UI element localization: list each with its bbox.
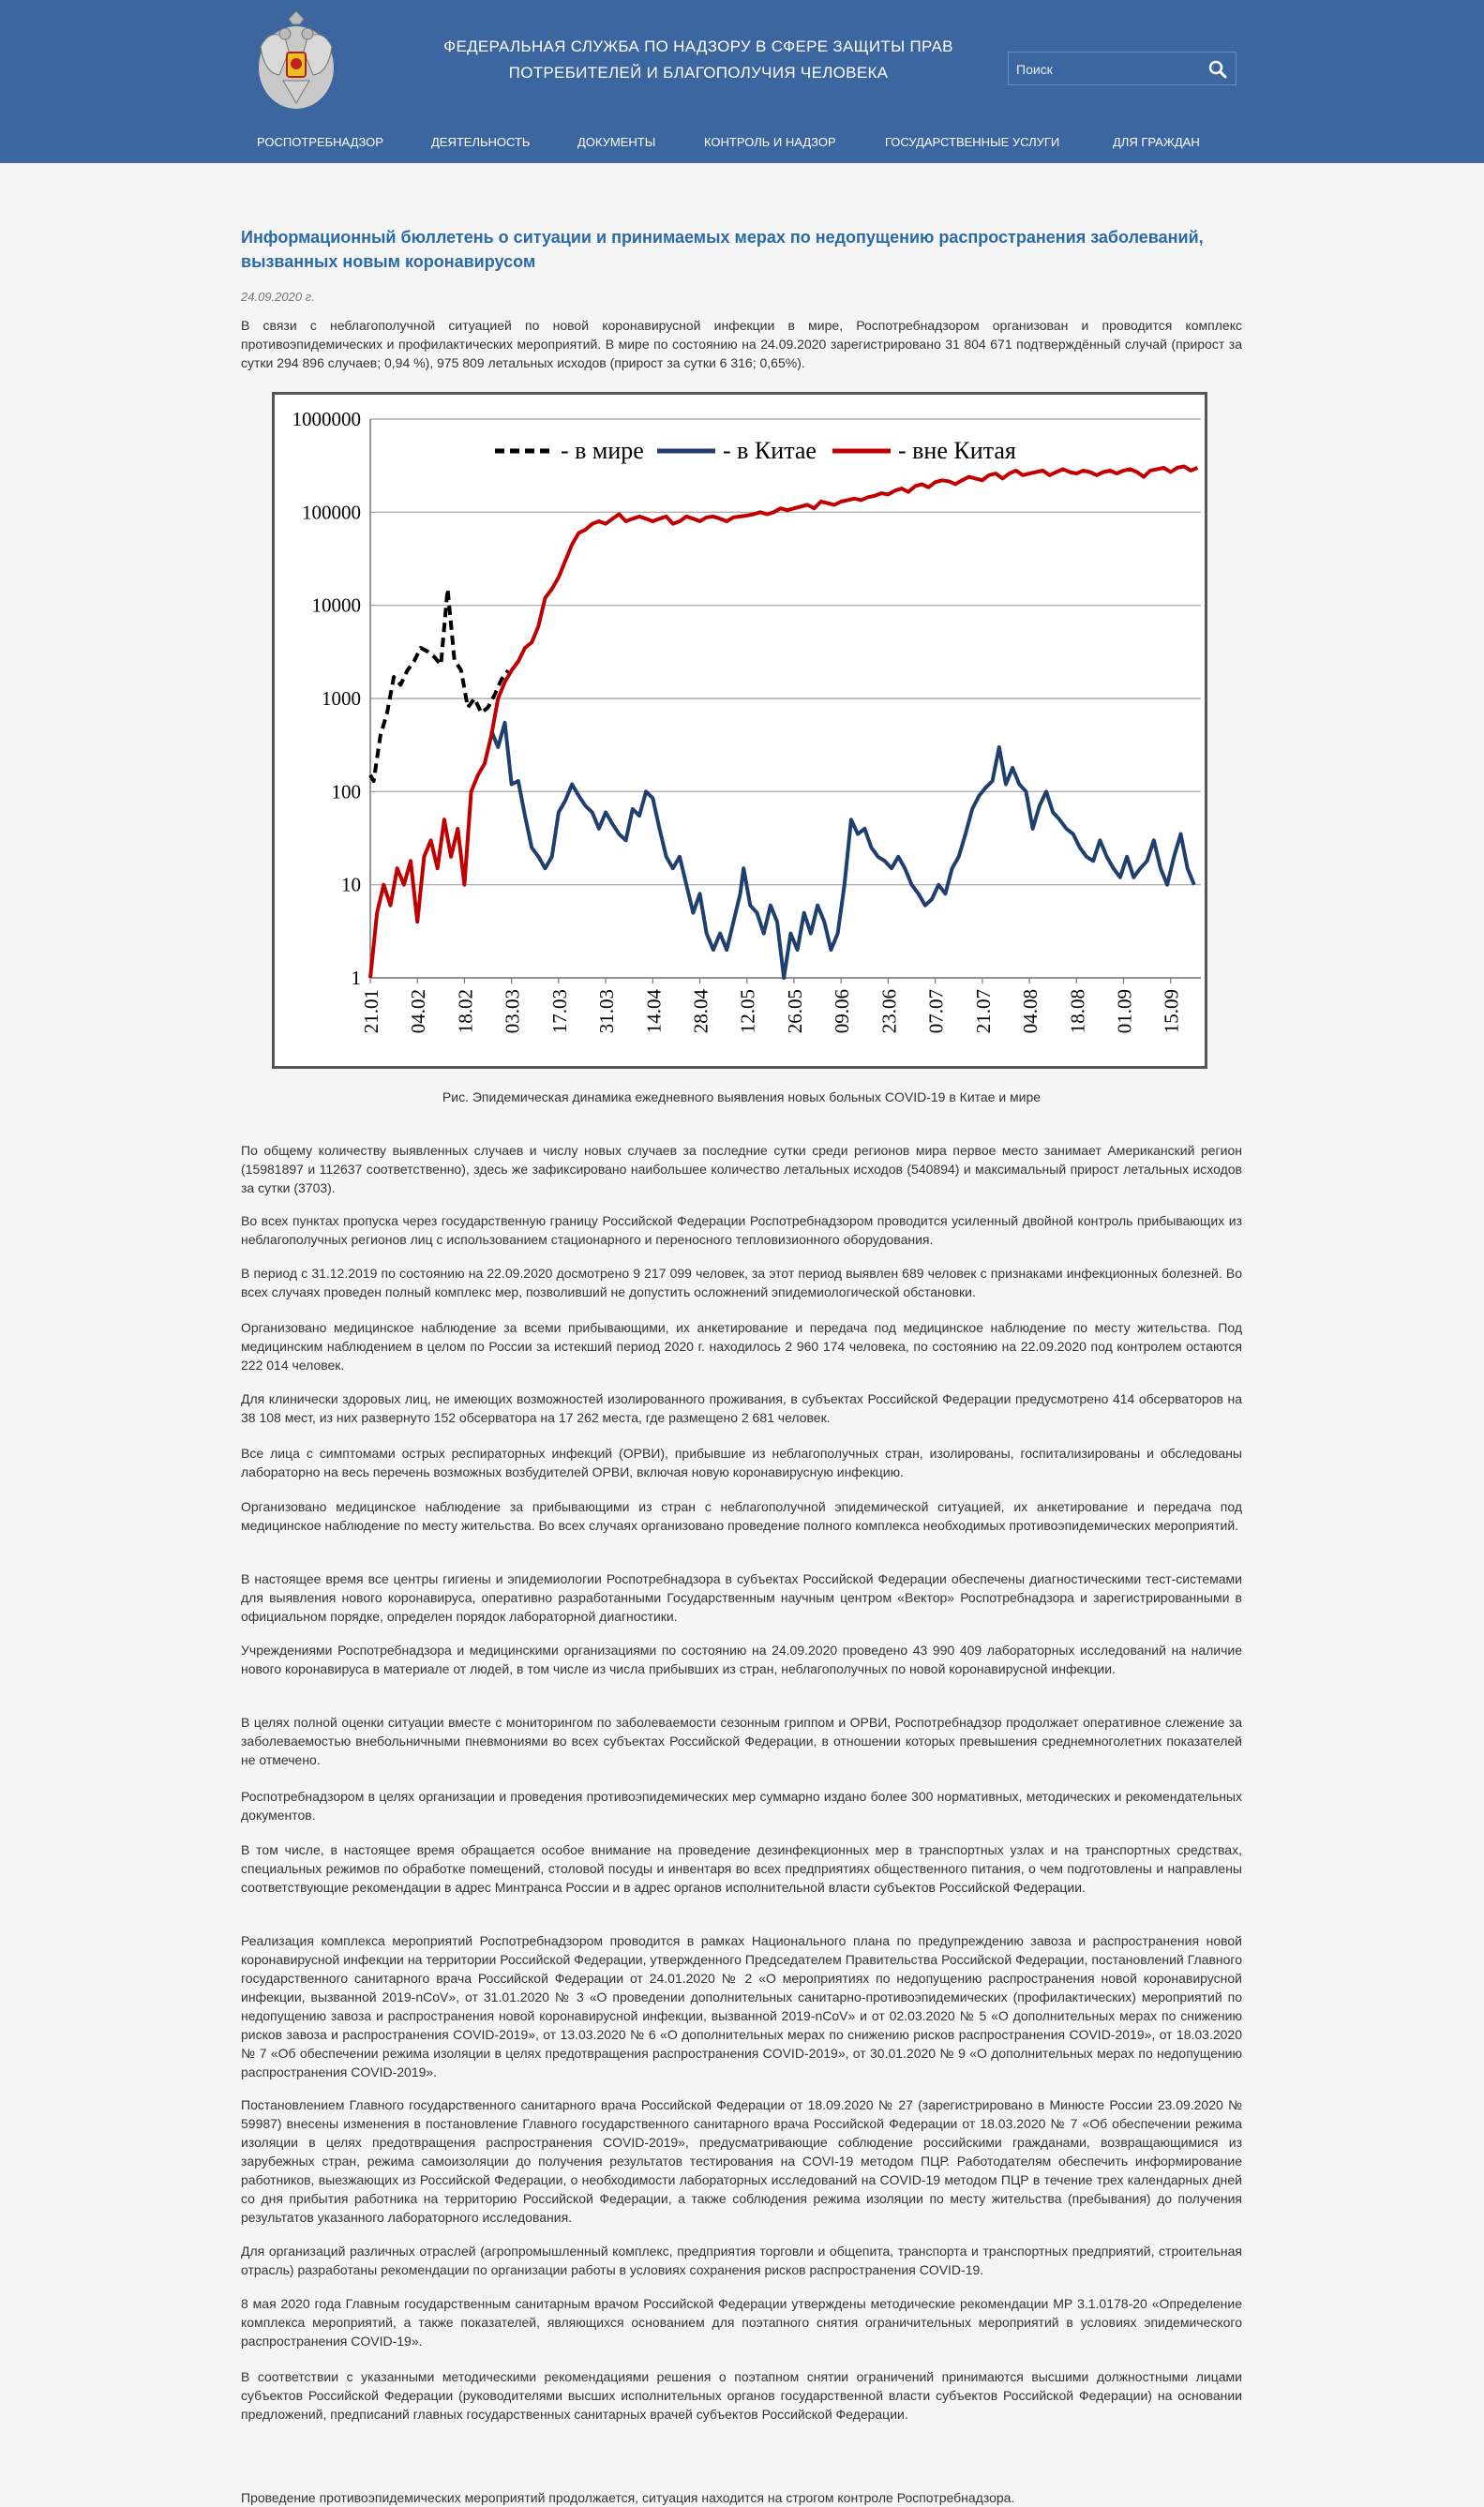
article-paragraph: Для клинически здоровых лиц, не имеющих возможностей изолированного проживания, в субъектах Российской Федерации предусмотрено 414 обсерваторов на 38 108 мест, из них развернуто 152 обсерватора на 17 262 места, где размещено 2 681 человек. <box>241 1391 1242 1425</box>
article-paragraph: Все лица с симптомами острых респираторных инфекций (ОРВИ), прибывшие из неблагополучных стран, изолированы, госпитализированы и обследованы лабораторно на весь перечень возможных возбудителей ОРВИ, включая новую коронавирусную инфекцию. <box>241 1446 1242 1479</box>
x-tick-label: 17.03 <box>547 989 571 1034</box>
article-paragraph: В настоящее время все центры гигиены и эпидемиологии Роспотребнадзора в субъектах Российской Федерации обеспечены диагностическими тест-системами для выявления нового коронавируса, оперативно разработанными Государственным научным центром «Вектор» Роспотребнадзора и зарегистрированными в официальном порядке, определен порядок лабораторной диагностики. <box>241 1571 1242 1624</box>
x-tick-label: 01.09 <box>1113 989 1136 1034</box>
x-tick-label: 26.05 <box>783 989 806 1034</box>
x-tick-label: 12.05 <box>736 989 759 1034</box>
article-date: 24.09.2020 г. <box>241 290 315 304</box>
search-icon[interactable] <box>1207 59 1228 80</box>
nav-item-citizens[interactable]: ДЛЯ ГРАЖДАН <box>1113 135 1200 149</box>
article-paragraph: В период с 31.12.2019 по состоянию на 22.09.2020 досмотрено 9 217 099 человек, за этот период выявлен 689 человек с признаками инфекционных болезней. Во всех случаях проведен полный комплекс мер, позволивший не допустить осложнений эпидемиологической обстановки. <box>241 1266 1242 1299</box>
main-nav <box>0 129 1484 158</box>
y-tick-label: 100 <box>331 780 361 803</box>
y-tick-label: 1000 <box>322 687 361 710</box>
epidemic-chart <box>272 392 1207 1069</box>
article-paragraph: 8 мая 2020 года Главным государственным санитарным врачом Российской Федерации утверждены методические рекомендации МР 3.1.0178-20 «Определение комплекса мероприятий, а также показателей, являющихся основанием для поэтапного снятия ограничительных мероприятий в условиях эпидемического распространения COVID-19». <box>241 2296 1242 2349</box>
article-paragraph: Постановлением Главного государственного санитарного врача Российской Федерации от 18.09.2020 № 27 (зарегистрировано в Минюсте России 23.09.2020 № 59987) внесены изменения в постановление Главного государственного санитарного врача Российской Федерации от 18.03.2020 № 7 «Об обеспечении режима изоляции в целях предотвращения распространения COVID-2019», предусматривающие соблюдение российскими гражданами, возвращающимися из зарубежных стран, режима самоизоляции до получения результатов тестирования на COVI-19 методом ПЦР. Работодателям обеспечить информирование работников, выезжающих из Российской Федерации, о необходимости лабораторных исследований на COVID-19 методом ПЦР в течение трех календарных дней со дня прибытия работника на территорию Российской Федерации, а также соблюдения режима изоляции по месту жительства (пребывания) до получения результатов указанного лабораторного исследования. <box>241 2097 1242 2225</box>
article-title: Информационный бюллетень о ситуации и принимаемых мерах по недопущению распространения заболеваний, вызванных новым коронавирусом <box>241 228 1204 271</box>
x-tick-label: 21.07 <box>971 989 995 1034</box>
site-title-line1: ФЕДЕРАЛЬНАЯ СЛУЖБА ПО НАДЗОРУ В СФЕРЕ ЗАЩИТЫ ПРАВ <box>443 38 953 55</box>
article-paragraph: По общему количеству выявленных случаев и числу новых случаев за последние сутки среди регионов мира первое место занимает Американский регион (15981897 и 112637 соответственно), здесь же зафиксировано наибольшее количество летальных исходов (540894) и максимальный прирост летальных исходов за сутки (3703). <box>241 1143 1242 1195</box>
article-closing: Проведение противоэпидемических мероприятий продолжается, ситуация находится на строгом контроле Роспотребнадзора. <box>241 2490 1015 2505</box>
search-input[interactable] <box>1014 56 1202 83</box>
y-tick-label: 10000 <box>311 593 361 617</box>
site-title[interactable] <box>412 34 984 86</box>
nav-item-public-services[interactable]: ГОСУДАРСТВЕННЫЕ УСЛУГИ <box>885 135 1060 149</box>
article-paragraph: Организовано медицинское наблюдение за всеми прибывающими, их анкетирование и передача под медицинское наблюдение по месту жительства. Под медицинским наблюдением в целом по России за истекший период 2020 г. находилось 2 960 174 человека, по состоянию на 22.09.2020 под контролем остаются 222 014 человек. <box>241 1320 1242 1373</box>
nav-item-activity[interactable]: ДЕЯТЕЛЬНОСТЬ <box>431 135 531 149</box>
y-tick-label: 1000000 <box>292 408 361 430</box>
article-paragraph: Во всех пунктах пропуска через государственную границу Российской Федерации Роспотребнадзором проводится усиленный двойной контроль прибывающих из неблагополучных регионов лиц с использованием стационарного и переносного тепловизионного оборудования. <box>241 1213 1242 1247</box>
y-tick-label: 10 <box>341 873 361 896</box>
legend-label: - вне Китая <box>898 437 1016 464</box>
series-line <box>491 723 1194 978</box>
article-paragraph: В том числе, в настоящее время обращается особое внимание на проведение дезинфекционных мер в транспортных узлах и на транспортных средствах, специальных режимов по обработке помещений, столовой посуды и инвентаря во всех предприятиях общественного питания, о чем подготовлены и направлены соответствующие рекомендации в адрес Минтранса России и в адрес органов исполнительной власти субъектов Российской Федерации. <box>241 1842 1242 1895</box>
article-paragraph: Реализация комплекса мероприятий Роспотребнадзором проводится в рамках Национального плана по предупреждению завоза и распространения новой коронавирусной инфекции на территории Российской Федерации, утвержденного Председателем Правительства Российской Федерации, постановлений Главного государственного санитарного врача Российской Федерации от 24.01.2020 № 2 «О мероприятиях по недопущению распространения новой коронавирусной инфекции, вызванной 2019-nCoV», от 31.01.2020 № 3 «О проведении дополнительных санитарно-противоэпидемических (профилактических) мероприятий по недопущению завоза и распространения новой коронавирусной инфекции, вызванной 2019-nCoV» и от 02.03.2020 № 5 «О дополнительных мерах по снижению рисков завоза и распространения COVID-2019», от 13.03.2020 № 6 «О дополнительных мерах по снижению рисков распространения COVID-2019», от 18.03.2020 № 7 «Об обеспечении режима изоляции в целях предотвращения распространения COVID-2019», от 30.01.2020 № 9 «О дополнительных мерах по недопущению распространения COVID-2019». <box>241 1933 1242 2079</box>
legend-label: - в мире <box>561 437 644 464</box>
site-header <box>0 0 1484 163</box>
article-intro: В связи с неблагополучной ситуацией по новой коронавирусной инфекции в мире, Роспотребнадзором организован и проводится комплекс противоэпидемических и профилактических мероприятий. В мире по состоянию на 24.09.2020 зарегистрировано 31 804 671 подтверждённый случай (прирост за сутки 294 896 случаев; 0,94 %), 975 809 летальных исходов (прирост за сутки 6 316; 0,65%). <box>241 318 1242 370</box>
x-tick-label: 07.07 <box>924 989 948 1034</box>
figure-caption: Рис. Эпидемическая динамика ежедневного выявления новых больных COVID-19 в Китае и мире <box>442 1089 1042 1104</box>
x-tick-label: 18.02 <box>454 989 477 1034</box>
y-tick-label: 100000 <box>302 501 361 524</box>
x-tick-label: 18.08 <box>1066 989 1089 1034</box>
legend-label: - в Китае <box>723 437 817 464</box>
x-tick-label: 23.06 <box>877 989 901 1034</box>
search-box <box>1008 52 1237 85</box>
series-line <box>370 467 1197 979</box>
x-tick-label: 15.09 <box>1160 989 1183 1034</box>
nav-item-rospotrebnadzor[interactable]: РОСПОТРЕБНАДЗОР <box>257 135 383 149</box>
article-paragraph: В соответствии с указанными методическими рекомендациями решения о поэтапном снятии ограничений принимаются высшими должностными лицами субъектов Российской Федерации (руководителями высших исполнительных органов государственной власти субъектов Российской Федерации) на основании предложений, предписаний главных государственных санитарных врачей субъектов Российской Федерации. <box>241 2369 1242 2422</box>
x-tick-label: 28.04 <box>689 989 712 1034</box>
x-tick-label: 21.01 <box>360 989 382 1034</box>
article-paragraph: Для организаций различных отраслей (агропромышленный комплекс, предприятия торговли и общепита, транспорта и транспортных предприятий, строительная отрасль) разработаны рекомендации по организации работы в условиях сохранения рисков распространения COVID-19. <box>241 2244 1242 2277</box>
x-tick-label: 14.04 <box>642 989 666 1034</box>
x-tick-label: 09.06 <box>831 989 854 1034</box>
x-tick-label: 04.08 <box>1019 989 1042 1034</box>
article-paragraph: В целях полной оценки ситуации вместе с мониторингом по заболеваемости сезонным гриппом и ОРВИ, Роспотребнадзор продолжает оперативное слежение за заболеваемостью внебольничными пневмониями во всех субъектах Российской Федерации, в отношении которых превышения среднемноголетних показателей не отмечено. <box>241 1715 1242 1767</box>
article <box>241 225 1242 370</box>
x-tick-label: 03.03 <box>501 989 524 1034</box>
site-title-line2: ПОТРЕБИТЕЛЕЙ И БЛАГОПОЛУЧИЯ ЧЕЛОВЕКА <box>508 64 889 82</box>
article-paragraph: Учреждениями Роспотребнадзора и медицинскими организациями по состоянию на 24.09.2020 проведено 43 990 409 лабораторных исследований на наличие нового коронавируса в материале от людей, в том числе из числа прибывших из стран, неблагополучных по новой коронавирусной инфекции. <box>241 1643 1242 1676</box>
nav-item-documents[interactable]: ДОКУМЕНТЫ <box>577 135 656 149</box>
nav-item-control[interactable]: КОНТРОЛЬ И НАДЗОР <box>704 135 836 149</box>
article-paragraph: Роспотребнадзором в целях организации и проведения противоэпидемических мер суммарно издано более 300 нормативных, методических и рекомендательных документов. <box>241 1789 1242 1823</box>
article-paragraph: Организовано медицинское наблюдение за прибывающими из стран с неблагополучной эпидемической ситуацией, их анкетирование и передача под медицинское наблюдение по месту жительства. Во всех случаях организовано проведение полного комплекса необходимых противоэпидемических мероприятий. <box>241 1499 1242 1533</box>
emblem-logo[interactable] <box>251 9 341 120</box>
y-tick-label: 1 <box>351 967 361 989</box>
chart-svg <box>275 395 1205 1066</box>
x-tick-label: 31.03 <box>595 989 619 1034</box>
x-tick-label: 04.02 <box>407 989 430 1034</box>
